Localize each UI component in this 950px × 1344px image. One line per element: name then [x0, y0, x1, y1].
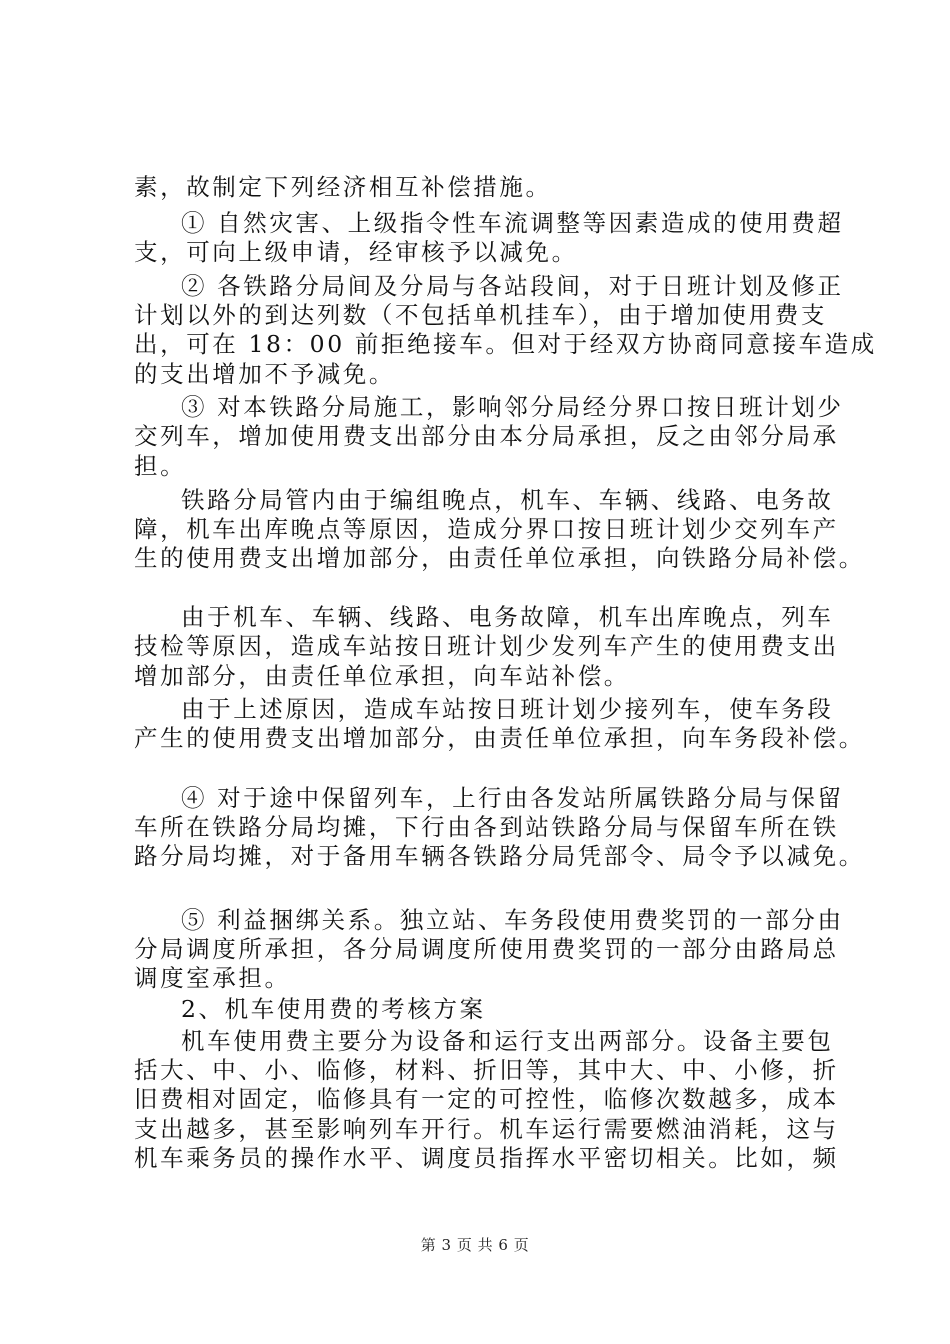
- page-number: 第 3 页 共 6 页: [420, 1236, 530, 1254]
- text-line: 机车乘务员的操作水平、调度员指挥水平密切相关。比如，频: [134, 1144, 839, 1172]
- text-line: 机车使用费主要分为设备和运行支出两部分。设备主要包: [181, 1027, 834, 1055]
- text-line: 路分局均摊，对于备用车辆各铁路分局凭部令、局令予以减免。: [134, 842, 865, 870]
- text-line: 支，可向上级申请，经审核予以减免。: [134, 238, 578, 266]
- text-line: 括大、中、小、临修，材料、折旧等，其中大、中、小修，折: [134, 1056, 839, 1084]
- text-line: 铁路分局管内由于编组晚点，机车、车辆、线路、电务故: [181, 486, 834, 514]
- text-line: 素，故制定下列经济相互补偿措施。: [134, 173, 552, 201]
- text-line: 计划以外的到达列数（不包括单机挂车），由于增加使用费支: [134, 301, 827, 329]
- text-line: 由于上述原因，造成车站按日班计划少接列车，使车务段: [181, 695, 834, 723]
- text-line: 出，可在 18：00 前拒绝接车。但对于经双方协商同意接车造成: [134, 330, 877, 358]
- section-heading: 2、机车使用费的考核方案: [181, 995, 486, 1023]
- text-line: 支出越多，甚至影响列车开行。机车运行需要燃油消耗，这与: [134, 1115, 839, 1143]
- text-line: ④ 对于途中保留列车，上行由各发站所属铁路分局与保留: [181, 784, 844, 812]
- text-line: ① 自然灾害、上级指令性车流调整等因素造成的使用费超: [181, 209, 844, 237]
- text-line: 生的使用费支出增加部分，由责任单位承担，向铁路分局补偿。: [134, 544, 865, 572]
- text-line: 交列车，增加使用费支出部分由本分局承担，反之由邻分局承: [134, 422, 839, 450]
- text-line: 分局调度所承担，各分局调度所使用费奖罚的一部分由路局总: [134, 935, 839, 963]
- text-line: ② 各铁路分局间及分局与各站段间，对于日班计划及修正: [181, 272, 844, 300]
- text-line: 产生的使用费支出增加部分，由责任单位承担，向车务段补偿。: [134, 724, 865, 752]
- text-line: ⑤ 利益捆绑关系。独立站、车务段使用费奖罚的一部分由: [181, 906, 844, 934]
- text-line: 担。: [134, 452, 187, 480]
- text-line: 旧费相对固定，临修具有一定的可控性，临修次数越多，成本: [134, 1085, 839, 1113]
- text-line: ③ 对本铁路分局施工，影响邻分局经分界口按日班计划少: [181, 393, 844, 421]
- text-line: 调度室承担。: [134, 964, 291, 992]
- text-line: 的支出增加不予减免。: [134, 360, 395, 388]
- text-line: 车所在铁路分局均摊，下行由各到站铁路分局与保留车所在铁: [134, 813, 839, 841]
- text-line: 由于机车、车辆、线路、电务故障，机车出库晚点，列车: [181, 603, 834, 631]
- text-line: 障，机车出库晚点等原因，造成分界口按日班计划少交列车产: [134, 515, 839, 543]
- text-line: 技检等原因，造成车站按日班计划少发列车产生的使用费支出: [134, 632, 839, 660]
- text-line: 增加部分，由责任单位承担，向车站补偿。: [134, 662, 630, 690]
